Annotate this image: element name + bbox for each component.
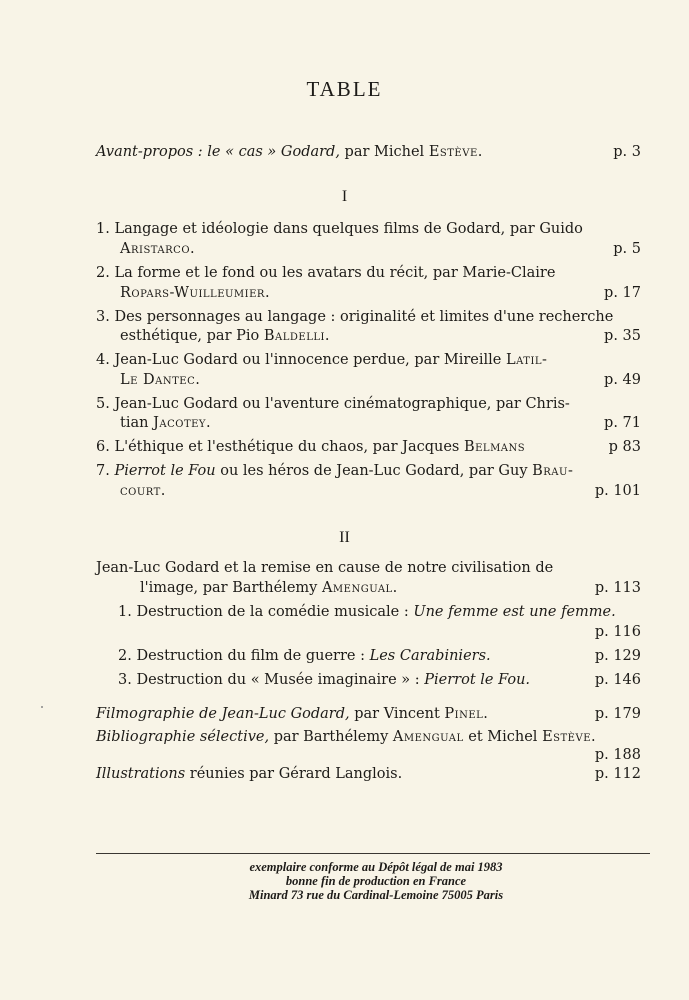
- entry-film-title: Pierrot le Fou.: [424, 672, 531, 688]
- entry-film-title: Une femme est une femme.: [413, 604, 616, 620]
- entry-page: p. 17: [604, 285, 641, 301]
- entry-page: p 83: [608, 439, 641, 455]
- entry-number: 3.: [96, 309, 110, 325]
- preface-page: p. 3: [613, 144, 641, 160]
- entry-author: Belmans: [463, 439, 526, 455]
- entry-page: p. 188: [594, 747, 641, 763]
- entry-page: p. 101: [594, 483, 641, 499]
- entry-and: et Michel: [463, 729, 543, 745]
- paper-speck: [41, 706, 43, 708]
- preface-title: Avant-propos : le « cas » Godard,: [96, 144, 340, 160]
- entry-title: Des personnages au langage : originalité et limites d'une recherche: [114, 309, 614, 325]
- entry-title: Bibliographie sélective,: [96, 729, 270, 745]
- entry-number: 1.: [118, 604, 132, 620]
- section-heading-2: II: [339, 529, 350, 546]
- entry-author-2: Estève.: [542, 729, 597, 745]
- entry-title: Illustrations: [96, 766, 186, 782]
- entry-by: par Vincent: [349, 706, 445, 722]
- entry-number: 5.: [96, 396, 110, 412]
- colophon-line-3: Minard 73 rue du Cardinal-Lemoine 75005 Paris: [248, 888, 504, 902]
- entry-film-title: Pierrot le Fou: [114, 463, 216, 479]
- entry-author: Jacotey.: [153, 415, 212, 431]
- entry-author-cont: Le Dantec.: [120, 372, 201, 388]
- entry-page: p. 71: [604, 415, 641, 431]
- entry-title: Destruction de la comédie musicale :: [136, 604, 414, 620]
- page-title: TABLE: [306, 77, 383, 101]
- preface-entry: [96, 143, 483, 161]
- preface-by: par Michel: [339, 144, 429, 160]
- entry-title: Jean-Luc Godard et la remise en cause de notre civilisation de: [96, 560, 554, 576]
- preface-author: Estève.: [428, 144, 483, 160]
- entry-number: 4.: [96, 352, 110, 368]
- entry-number: 7.: [96, 463, 110, 479]
- entry-title: Jean-Luc Godard ou l'innocence perdue, par Mireille: [114, 352, 506, 368]
- entry-number: 6.: [96, 439, 110, 455]
- entry-title: ou les héros de Jean-Luc Godard, par Guy: [215, 463, 533, 479]
- entry-number: 3.: [118, 672, 132, 688]
- entry-page: p. 35: [604, 328, 641, 344]
- entry-author: Brau-: [532, 463, 574, 479]
- colophon-line-2: bonne fin de production en France: [285, 874, 467, 888]
- entry-title: La forme et le fond ou les avatars du récit, par Marie-Claire: [114, 265, 556, 281]
- entry-page: p. 5: [613, 241, 641, 257]
- entry-page: p. 49: [604, 372, 641, 388]
- entry-author: Aristarco.: [120, 241, 196, 257]
- entry-author: Pinel.: [444, 706, 489, 722]
- entry-title-cont: l'image, par Barthélemy: [140, 580, 322, 596]
- entry-by: réunies par Gérard Langlois.: [185, 766, 403, 782]
- entry-title: Filmographie de Jean-Luc Godard,: [96, 706, 350, 722]
- entry-title-cont: esthétique, par Pio: [120, 328, 264, 344]
- entry-title: Jean-Luc Godard ou l'aventure cinématographique, par Chris-: [114, 396, 570, 412]
- entry-author: Amengual.: [321, 580, 398, 596]
- entry-author: Baldelli.: [263, 328, 331, 344]
- divider-rule: [96, 853, 650, 854]
- entry-number: 2.: [118, 648, 132, 664]
- entry-author: Amengual: [392, 729, 464, 745]
- entry-number: 1.: [96, 221, 110, 237]
- entry-page: p. 179: [594, 706, 641, 722]
- section-heading-1: I: [341, 188, 348, 205]
- entry-page: p. 116: [594, 624, 641, 640]
- entry-title: L'éthique et l'esthétique du chaos, par Jacques: [114, 439, 464, 455]
- colophon-line-1: exemplaire conforme au Dépôt légal de mai 1983: [249, 860, 503, 874]
- entry-film-title: Les Carabiniers.: [369, 648, 491, 664]
- entry-title: Destruction du « Musée imaginaire » :: [136, 672, 425, 688]
- entry-author: Ropars-Wuilleumier.: [120, 285, 271, 301]
- entry-author-first: tian: [120, 415, 154, 431]
- entry-number: 2.: [96, 265, 110, 281]
- entry-page: p. 129: [594, 648, 641, 664]
- entry-title: Destruction du film de guerre :: [136, 648, 370, 664]
- entry-author-cont: court.: [120, 483, 166, 499]
- entry-by: par Barthélemy: [269, 729, 393, 745]
- entry-page: p. 113: [594, 580, 641, 596]
- entry-page: p. 146: [594, 672, 641, 688]
- entry-title: Langage et idéologie dans quelques films de Godard, par Guido: [114, 221, 583, 237]
- entry-author: Latil-: [505, 352, 548, 368]
- entry-page: p. 112: [594, 766, 641, 782]
